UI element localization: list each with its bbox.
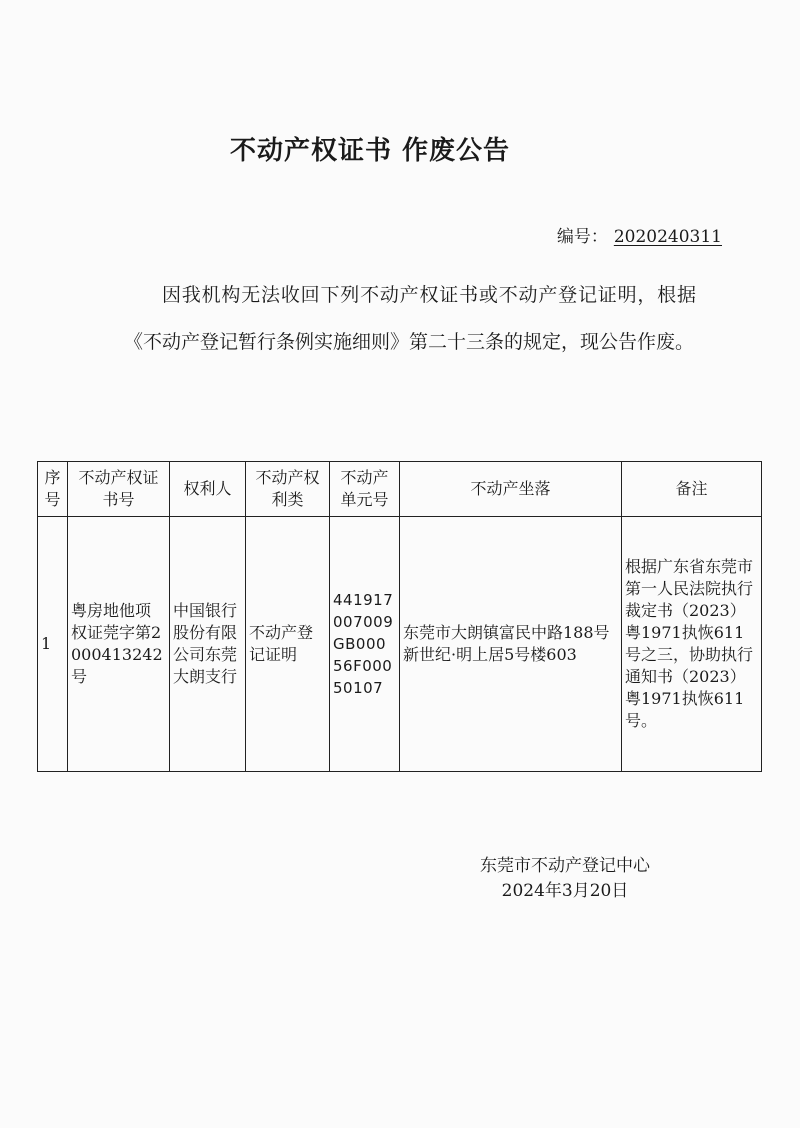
notice-body: 因我机构无法收回下列不动产权证书或不动产登记证明，根据《不动产登记暂行条例实施细则》第二十三条的规定，现公告作废。 [124,284,696,353]
header-remark: 备注 [622,462,762,517]
header-right-type: 不动产权利类 [246,462,330,517]
document-number [557,222,722,247]
document-number-label: 编号： [556,227,608,247]
cell-cert-no: 粤房地他项权证莞字第2000413242号 [68,517,170,772]
issuer-name: 东莞市不动产登记中心 [480,856,650,876]
table-row [38,517,762,772]
issue-date: 2024年3月20日 [501,881,629,901]
document-number-value: 2020240311 [613,227,722,247]
cell-seq: 1 [38,517,68,772]
signature-block [470,854,660,904]
header-seq: 序号 [38,462,68,517]
cell-unit-no: 441917007009GB00056F00050107 [330,517,400,772]
header-owner: 权利人 [170,462,246,517]
cell-location: 东莞市大朗镇富民中路188号新世纪·明上居5号楼603 [400,517,622,772]
table-header-row [38,462,762,517]
page-title: 不动产权证书 作废公告 [229,136,511,166]
cell-owner: 中国银行股份有限公司东莞大朗支行 [170,517,246,772]
notice-table [37,461,762,772]
cell-remark: 根据广东省东莞市第一人民法院执行裁定书（2023）粤1971执恢611号之三，协助执行通知书（2023）粤1971执恢611号。 [622,517,762,772]
cell-right-type: 不动产登记证明 [246,517,330,772]
header-unit-no: 不动产单元号 [330,462,400,517]
header-cert-no: 不动产权证书号 [68,462,170,517]
header-location: 不动产坐落 [400,462,622,517]
